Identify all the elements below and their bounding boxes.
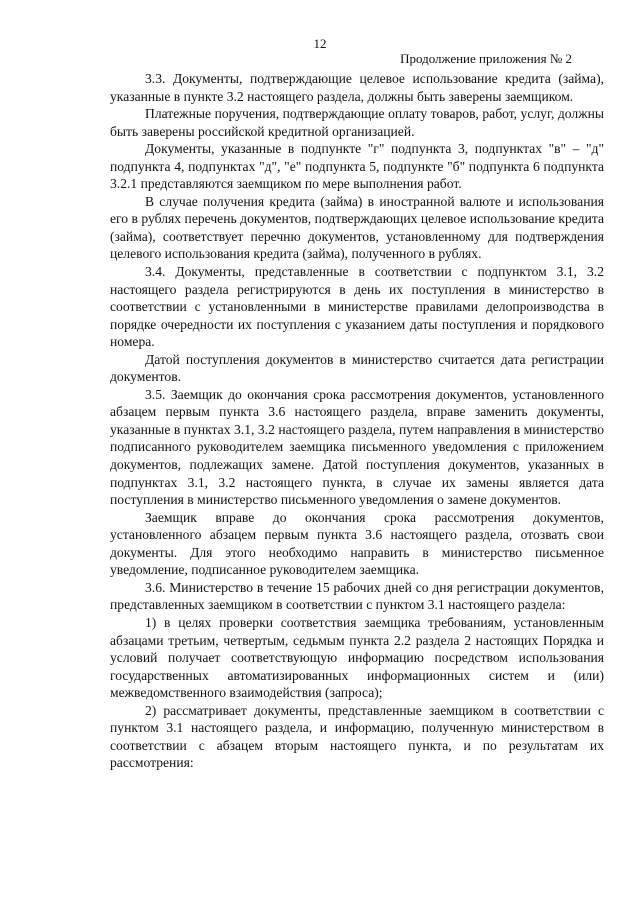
paragraph-3-4: 3.4. Документы, представленные в соответствии с подпунктом 3.1, 3.2 настоящего раздела регистрируются в день их поступления в министерство в соответствии с установленными в министерстве правилами делопроизводства в порядке очередности их поступления с указанием даты поступления и порядкового номера. <box>110 264 604 350</box>
document-body <box>110 70 604 772</box>
paragraph-3-5: 3.5. Заемщик до окончания срока рассмотрения документов, установленного абзацем первым пункта 3.6 настоящего раздела, вправе заменить документы, указанные в пунктах 3.1, 3.2 настоящего раздела, путем направления в министерство подписанного руководителем заемщика письменного уведомления с приложением документов, подлежащих замене. Датой поступления документов, указанных в подпунктах 3.1, 3.2 настоящего пункта, в случае их замены является дата поступления в министерство письменного уведомления о замене документов. <box>110 386 604 508</box>
appendix-continuation-note: Продолжение приложения № 2 <box>400 51 572 66</box>
paragraph-3-3: 3.3. Документы, подтверждающие целевое использование кредита (займа), указанные в пункте 3.2 настоящего раздела, должны быть заверены заемщиком. <box>110 71 604 104</box>
page-number: 12 <box>313 36 327 51</box>
paragraph-receipt-date: Датой поступления документов в министерство считается дата регистрации документов. <box>110 351 604 385</box>
paragraph-withdraw-documents: Заемщик вправе до окончания срока рассмотрения документов, установленного абзацем первым пункта 3.6 настоящего раздела, отозвать свои документы. Для этого необходимо направить в министерство письменное уведомление, подписанное руководителем заемщика. <box>110 509 604 578</box>
paragraph-payment-orders: Платежные поручения, подтверждающие оплату товаров, работ, услуг, должны быть заверены российской кредитной организацией. <box>110 106 604 139</box>
paragraph-foreign-currency: В случае получения кредита (займа) в иностранной валюте и использования его в рублях перечень документов, подтверждающих целевое использование кредита (займа), соответствует перечню документов, установленному для подтверждения целевого использования кредита (займа), полученного в рублях. <box>110 193 604 262</box>
paragraph-3-6-item-1: 1) в целях проверки соответствия заемщика требованиям, установленным абзацами третьим, четвертым, седьмым пункта 2.2 раздела 2 настоящих Порядка и условий получает соответствующую информацию посредством использования государственных автоматизированных информационных систем и (или) межведомственного взаимодействия (запроса); <box>110 614 604 701</box>
paragraph-3-6-item-2: 2) рассматривает документы, представленные заемщиком в соответствии с пунктом 3.1 настоящего раздела, и информацию, полученную министерством в соответствии с абзацем вторым настоящего пункта, и по результатам их рассмотрения: <box>110 702 604 771</box>
paragraph-documents-subpoints: Документы, указанные в подпункте "г" подпункта 3, подпунктах "в" – "д" подпункта 4, подпунктах "д", "е" подпункта 5, подпункте "б" подпункта 6 подпункта 3.2.1 представляются заемщиком по мере выполнения работ. <box>110 141 604 192</box>
paragraph-3-6: 3.6. Министерство в течение 15 рабочих дней со дня регистрации документов, представленных заемщиком в соответствии с пунктом 3.1 настоящего раздела: <box>110 579 604 613</box>
